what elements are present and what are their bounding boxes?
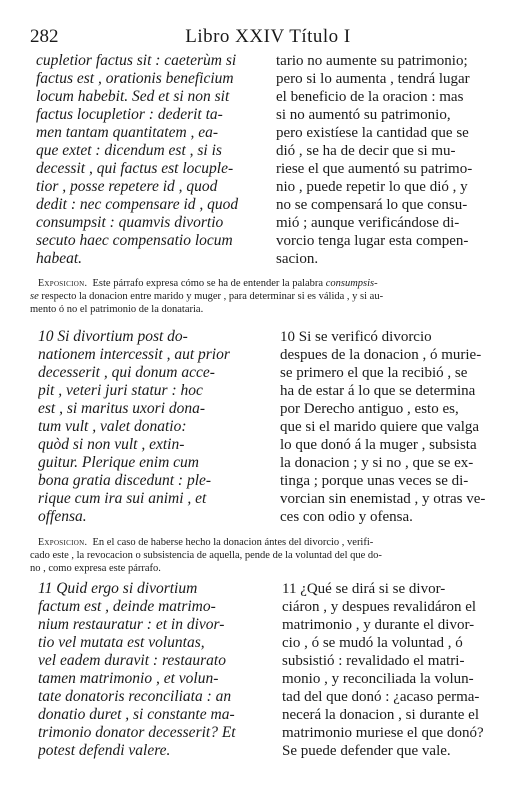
spanish-line: si no aumentó su patrimonio, xyxy=(276,107,451,123)
spanish-line: nio , puede repetir lo que dió , y xyxy=(276,179,468,195)
latin-line: trimonio donator decesserit? Et xyxy=(38,724,236,741)
spanish-line: el beneficio de la oracion : mas xyxy=(276,89,464,105)
latin-line: vel eadem duravit : restaurato xyxy=(38,652,226,669)
note-label: Exposicion. xyxy=(38,278,88,289)
latin-line: guitur. Plerique enim cum xyxy=(38,454,200,471)
spanish-line: cio , ó se mudó la voluntad , ó xyxy=(282,635,463,651)
latin-line: 10 Si divortium post do- xyxy=(38,328,188,345)
latin-line: offensa. xyxy=(38,508,87,525)
latin-line: consumpsit : quamvis divortio xyxy=(36,214,224,231)
note-label: Exposicion. xyxy=(38,537,88,548)
spanish-column-section-2 xyxy=(280,328,504,526)
page-number: 282 xyxy=(30,26,59,47)
note-text: En el caso de haberse hecho la donacion ántes del divorcio , verifi- xyxy=(92,537,374,548)
latin-line: secuto haec compensatio locum xyxy=(36,232,233,249)
spanish-line: matrimonio muriese el que donó? xyxy=(282,725,484,741)
latin-line: potest defendi valere. xyxy=(38,742,171,759)
spanish-line: ces con odio y ofensa. xyxy=(280,509,413,525)
spanish-line: se primero el que la recibió , se xyxy=(280,365,468,381)
note-text: Este párrafo expresa cómo se ha de entender la palabra xyxy=(92,278,324,289)
spanish-column-section-1 xyxy=(276,52,500,268)
latin-line: tum vult , valet donatio: xyxy=(38,418,187,435)
latin-line: donatio duret , si constante ma- xyxy=(38,706,235,723)
latin-column-section-3 xyxy=(38,580,268,760)
spanish-line: no se compensará lo que consu- xyxy=(276,197,468,213)
note-text: se xyxy=(30,291,39,302)
latin-line: factum est , deinde matrimo- xyxy=(38,598,216,615)
spanish-line: monio , y reconciliada la volun- xyxy=(282,671,474,687)
spanish-line: que si el marido quiere que valga xyxy=(280,419,480,435)
running-title: Libro XXIV Título I xyxy=(185,26,351,47)
latin-line: que extet : dicendum est , si is xyxy=(36,142,222,159)
latin-line: bona gratia discedunt : ple- xyxy=(38,472,212,489)
spanish-line: Se puede defender que vale. xyxy=(282,743,451,759)
spanish-column-section-3 xyxy=(282,580,504,760)
spanish-line: vorcian sin enemistad , y otras ve- xyxy=(280,491,486,507)
latin-line: pit , veteri juri statur : hoc xyxy=(38,382,203,399)
latin-line: tate donatoris reconciliata : an xyxy=(38,688,232,705)
note-text: consumpsis- xyxy=(325,278,378,289)
spanish-line: dió , se ha de decir que si mu- xyxy=(276,143,456,159)
latin-line: nationem intercessit , aut prior xyxy=(38,346,230,363)
spanish-line: mió ; aunque verificándose di- xyxy=(276,215,460,231)
latin-line: tamen matrimonio , et volun- xyxy=(38,670,219,687)
spanish-line: tario no aumente su patrimonio; xyxy=(276,53,468,69)
latin-line: nium restauratur : et in divor- xyxy=(38,616,225,633)
latin-line: decesserit , qui donum acce- xyxy=(38,364,215,381)
spanish-line: por Derecho antiguo , esto es, xyxy=(280,401,459,417)
spanish-line: pero existíese la cantidad que se xyxy=(276,125,469,141)
note-text: cado este , la revocacion o subsistencia de aquella, pende de la voluntad del que do- xyxy=(30,550,382,561)
latin-line: men tantam quantitatem , ea- xyxy=(36,124,219,141)
spanish-line: matrimonio , y durante el divor- xyxy=(282,617,475,633)
latin-line: factus locupletior : dederit ta- xyxy=(36,106,223,123)
spanish-line: lo que donó á la muger , subsista xyxy=(280,437,477,453)
spanish-line: tad del que donó : ¿acaso perma- xyxy=(282,689,480,705)
note-text: respecto la donacion entre marido y muger , para determinar si es válida , y si au- xyxy=(41,291,384,302)
note-text: mento ó no el patrimonio de la donataria. xyxy=(30,304,204,315)
exposition-note-2 xyxy=(30,536,488,575)
latin-line: tior , posse repetere id , quod xyxy=(36,178,218,195)
spanish-line: vorcio tenga lugar esta compen- xyxy=(276,233,469,249)
spanish-line: despues de la donacion , ó murie- xyxy=(280,347,482,363)
latin-column-section-2 xyxy=(38,328,268,526)
latin-line: factus est , orationis beneficium xyxy=(36,70,234,87)
latin-line: est , si maritus uxori dona- xyxy=(38,400,206,417)
spanish-line: ciáron , y despues revalidáron el xyxy=(282,599,477,615)
spanish-line: tinga ; porque unas veces se di- xyxy=(280,473,469,489)
spanish-line: 10 Si se verificó divorcio xyxy=(280,329,432,345)
page-header xyxy=(30,26,506,50)
spanish-line: subsistió : revalidado el matri- xyxy=(282,653,465,669)
latin-line: locum habebit. Sed et si non sit xyxy=(36,88,230,105)
latin-line: tio vel mutata est voluntas, xyxy=(38,634,205,651)
latin-line: cupletior factus sit : caeterùm si xyxy=(36,52,237,69)
spanish-line: necerá la donacion , si durante el xyxy=(282,707,479,723)
spanish-line: riese el que aumentó su patrimo- xyxy=(276,161,473,177)
exposition-note-1 xyxy=(30,277,488,316)
latin-line: 11 Quid ergo si divortium xyxy=(38,580,198,597)
spanish-line: 11 ¿Qué se dirá si se divor- xyxy=(282,581,446,597)
latin-line: quòd si non vult , extin- xyxy=(38,436,185,453)
note-text: no , como expresa este párrafo. xyxy=(30,563,161,574)
latin-line: rique cum ira sui animi , et xyxy=(38,490,207,507)
latin-line: dedit : nec compensare id , quod xyxy=(36,196,239,213)
spanish-line: ha de estar á lo que se determina xyxy=(280,383,476,399)
latin-line: habeat. xyxy=(36,250,83,267)
latin-line: decessit , qui factus est locuple- xyxy=(36,160,234,177)
latin-column-section-1 xyxy=(36,52,268,268)
spanish-line: pero si lo aumenta , tendrá lugar xyxy=(276,71,470,87)
spanish-line: sacion. xyxy=(276,251,319,267)
spanish-line: la donacion ; y si no , que se ex- xyxy=(280,455,474,471)
